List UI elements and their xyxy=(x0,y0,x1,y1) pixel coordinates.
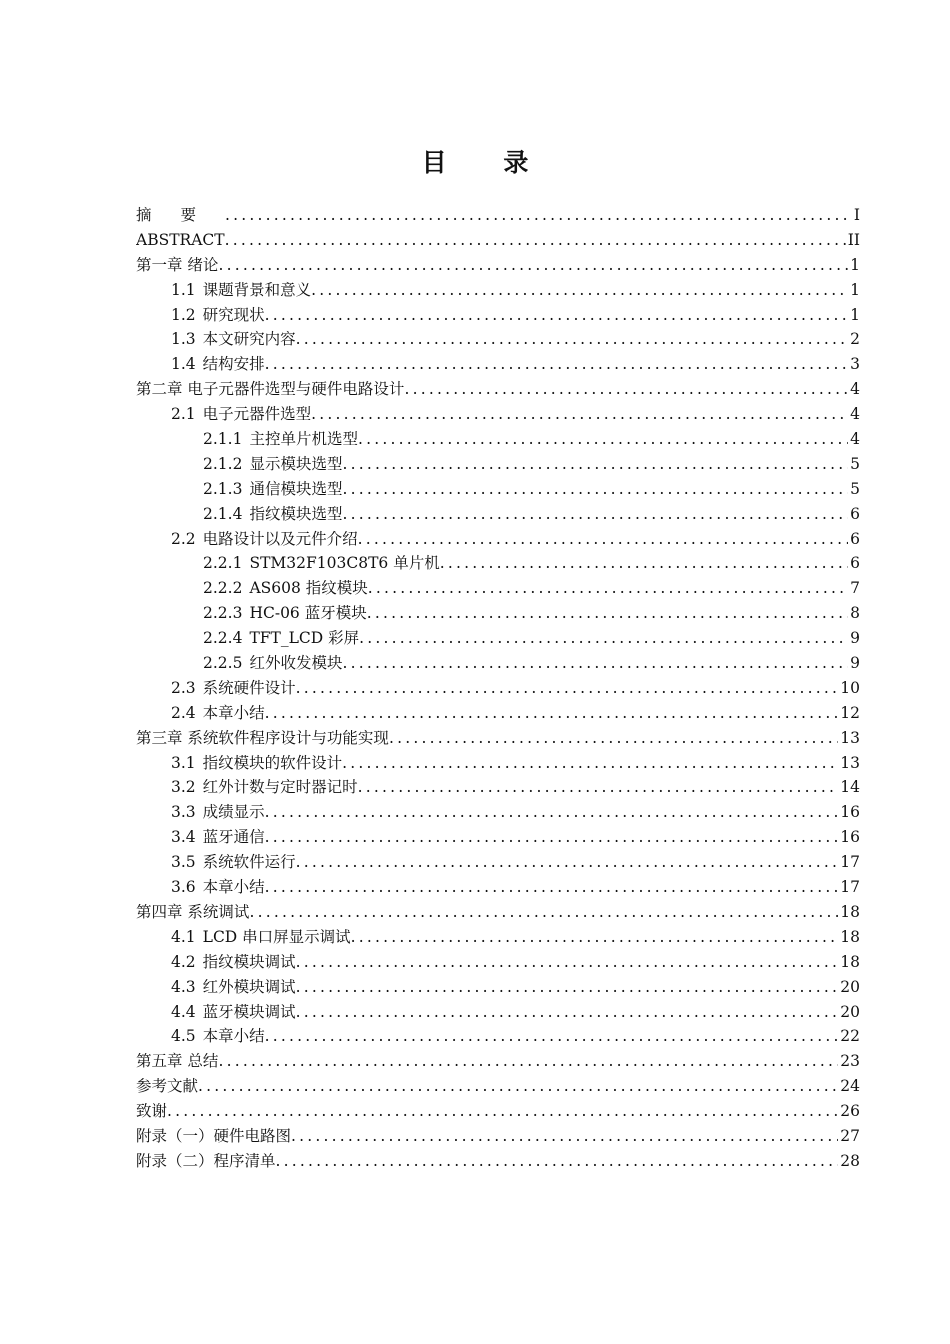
toc-page-number: 8 xyxy=(850,604,860,623)
toc-entry-title: 附录（一）硬件电路图 xyxy=(136,1126,292,1145)
toc-entry-number: 2.1 xyxy=(171,405,196,424)
toc-entry-title: 通信模块选型 xyxy=(249,479,343,498)
toc-leader-dots xyxy=(218,1049,838,1074)
toc-page-number: 1 xyxy=(850,255,860,274)
toc-entry-number: 2.2 xyxy=(171,529,196,548)
toc-entry-title: ABSTRACT xyxy=(136,230,225,249)
toc-entry-label xyxy=(136,228,225,253)
toc-page-number: 5 xyxy=(850,479,860,498)
toc-entry-number: 2.1.2 xyxy=(203,454,243,473)
toc-entry[interactable] xyxy=(136,875,860,900)
toc-entry-label xyxy=(203,502,342,527)
toc-leader-dots xyxy=(342,477,848,502)
toc-entry-label xyxy=(203,452,342,477)
toc-leader-dots xyxy=(218,253,848,278)
toc-leader-dots xyxy=(265,1024,839,1049)
toc-leader-dots xyxy=(249,900,838,925)
toc-page-number: 14 xyxy=(840,778,860,797)
toc-entry[interactable] xyxy=(136,502,860,527)
toc-entry[interactable] xyxy=(136,676,860,701)
toc-page-number: 27 xyxy=(840,1126,860,1145)
toc-entry[interactable] xyxy=(136,377,860,402)
toc-entry-title: AS608 指纹模块 xyxy=(249,579,368,598)
toc-leader-dots xyxy=(342,452,848,477)
toc-entry[interactable] xyxy=(136,576,860,601)
toc-entry-title: 电子元器件选型 xyxy=(202,405,312,424)
toc-entry-title: 蓝牙通信 xyxy=(202,828,265,847)
toc-entry[interactable] xyxy=(136,228,860,253)
toc-leader-dots xyxy=(296,975,839,1000)
toc-entry-title: 红外模块调试 xyxy=(202,977,296,996)
toc-leader-dots xyxy=(351,925,839,950)
toc-page-number: 18 xyxy=(840,952,860,971)
toc-entry-title: 主控单片机选型 xyxy=(249,430,358,449)
toc-entry-title: STM32F103C8T6 单片机 xyxy=(249,554,440,573)
toc-leader-dots xyxy=(296,850,839,875)
toc-page-number: 6 xyxy=(850,529,860,548)
toc-page-number: 4 xyxy=(850,405,860,424)
toc-entry-title: 致谢 xyxy=(136,1102,168,1121)
toc-entry-number: 4.1 xyxy=(171,927,196,946)
toc-entry-title: 指纹模块的软件设计 xyxy=(202,753,343,772)
toc-leader-dots xyxy=(265,875,839,900)
toc-entry-label xyxy=(171,975,296,1000)
toc-entry-label xyxy=(203,651,342,676)
toc-leader-dots xyxy=(404,377,848,402)
toc-entry-number: 4.3 xyxy=(171,977,196,996)
toc-entry-title: 摘要 xyxy=(136,206,226,224)
toc-entry-number: 2.1.3 xyxy=(203,479,243,498)
toc-entry-number: 1.4 xyxy=(171,355,196,374)
toc-entry-label xyxy=(171,875,265,900)
toc-page-number: 18 xyxy=(840,927,860,946)
toc-leader-dots xyxy=(296,676,839,701)
toc-entry[interactable] xyxy=(136,278,860,303)
toc-page-number: 4 xyxy=(850,430,860,449)
toc-entry[interactable] xyxy=(136,825,860,850)
toc-leader-dots xyxy=(265,800,839,825)
toc-entry-number: 3.2 xyxy=(171,778,196,797)
toc-entry[interactable] xyxy=(136,551,860,576)
toc-entry-label xyxy=(136,1149,276,1174)
toc-leader-dots xyxy=(358,775,839,800)
toc-entry[interactable] xyxy=(136,1049,860,1074)
toc-page-number: 1 xyxy=(850,305,860,324)
toc-entry[interactable] xyxy=(136,775,860,800)
toc-entry[interactable] xyxy=(136,327,860,352)
toc-leader-dots xyxy=(225,203,852,228)
toc-entry-label xyxy=(203,427,358,452)
toc-entry-label xyxy=(171,303,265,328)
toc-entry-number: 2.2.3 xyxy=(203,604,243,623)
toc-entry[interactable] xyxy=(136,203,860,228)
toc-entry[interactable] xyxy=(136,1149,860,1174)
toc-page-number: 16 xyxy=(840,828,860,847)
toc-entry-label xyxy=(136,900,249,925)
toc-entry[interactable] xyxy=(136,452,860,477)
toc-entry-label xyxy=(136,1074,198,1099)
toc-entry-number: 2.1.1 xyxy=(203,430,243,449)
toc-entry[interactable] xyxy=(136,950,860,975)
toc-entry-label xyxy=(171,850,296,875)
toc-entry-title: LCD 串口屏显示调试 xyxy=(202,927,351,946)
toc-entry-number: 2.2.4 xyxy=(203,629,243,648)
toc-entry[interactable] xyxy=(136,427,860,452)
toc-entry-label xyxy=(136,253,218,278)
toc-entry-number: 1.2 xyxy=(171,305,196,324)
toc-entry-title: 第四章 系统调试 xyxy=(136,902,250,921)
toc-entry-title: 本文研究内容 xyxy=(202,330,296,349)
toc-entry-label xyxy=(171,352,265,377)
toc-entry-number: 1.1 xyxy=(171,280,196,299)
toc-entry-number: 2.3 xyxy=(171,678,196,697)
toc-entry-label xyxy=(136,726,389,751)
toc-leader-dots xyxy=(359,626,848,651)
toc-entry[interactable] xyxy=(136,253,860,278)
toc-entry-title: 红外计数与定时器记时 xyxy=(202,778,358,797)
toc-entry-title: 第二章 电子元器件选型与硬件电路设计 xyxy=(136,380,405,399)
toc-leader-dots xyxy=(342,502,848,527)
toc-entry-number: 3.5 xyxy=(171,853,196,872)
toc-page-number: 24 xyxy=(840,1077,860,1096)
toc-entry[interactable] xyxy=(136,402,860,427)
toc-leader-dots xyxy=(296,950,839,975)
toc-entry-title: 结构安排 xyxy=(202,355,265,374)
toc-entry-title: 第五章 总结 xyxy=(136,1052,219,1071)
toc-page-number: 3 xyxy=(850,355,860,374)
toc-entry[interactable] xyxy=(136,925,860,950)
toc-entry[interactable] xyxy=(136,726,860,751)
toc-entry-label xyxy=(171,925,351,950)
toc-entry[interactable] xyxy=(136,900,860,925)
toc-leader-dots xyxy=(311,278,848,303)
toc-entry-title: 本章小结 xyxy=(202,703,265,722)
toc-entry[interactable] xyxy=(136,601,860,626)
toc-entry-number: 3.4 xyxy=(171,828,196,847)
toc-leader-dots xyxy=(367,601,848,626)
toc-entry-number: 3.6 xyxy=(171,878,196,897)
toc-entry-number: 2.2.5 xyxy=(203,654,243,673)
toc-entry-title: 蓝牙模块调试 xyxy=(202,1002,296,1021)
toc-entry[interactable] xyxy=(136,303,860,328)
toc-leader-dots xyxy=(296,1000,839,1025)
toc-entry-label xyxy=(171,950,296,975)
page-title: 目 录 xyxy=(421,148,553,177)
toc-page-number: 17 xyxy=(840,853,860,872)
toc-entry-number: 2.2.1 xyxy=(203,554,243,573)
toc-page-number: 2 xyxy=(850,330,860,349)
toc-entry[interactable] xyxy=(136,626,860,651)
toc-leader-dots xyxy=(265,303,848,328)
toc-entry[interactable] xyxy=(136,1000,860,1025)
toc-entry-title: 指纹模块调试 xyxy=(202,952,296,971)
toc-entry-label xyxy=(171,1024,265,1049)
toc-leader-dots xyxy=(296,327,848,352)
toc-entry-title: 系统硬件设计 xyxy=(202,678,296,697)
toc-page-number: 12 xyxy=(840,703,860,722)
toc-page-number: 16 xyxy=(840,803,860,822)
toc-entry[interactable] xyxy=(136,352,860,377)
toc-entry[interactable] xyxy=(136,1074,860,1099)
toc-page-number: II xyxy=(847,230,860,249)
toc-entry-title: 第一章 绪论 xyxy=(136,255,219,274)
toc-leader-dots xyxy=(358,427,848,452)
toc-entry-number: 4.4 xyxy=(171,1002,196,1021)
toc-entry-label xyxy=(171,278,311,303)
toc-leader-dots xyxy=(265,701,839,726)
toc-page-number: 13 xyxy=(840,728,860,747)
toc-entry-label xyxy=(136,377,404,402)
toc-page-number: I xyxy=(853,206,860,224)
toc-entry-number: 3.1 xyxy=(171,753,196,772)
toc-page-number: 17 xyxy=(840,878,860,897)
toc-leader-dots xyxy=(368,576,848,601)
toc-leader-dots xyxy=(265,352,848,377)
toc-page-number: 6 xyxy=(850,504,860,523)
toc-entry[interactable] xyxy=(136,975,860,1000)
toc-entry-number: 2.4 xyxy=(171,703,196,722)
toc-leader-dots xyxy=(291,1124,838,1149)
toc-page-number: 9 xyxy=(850,654,860,673)
toc-leader-dots xyxy=(198,1074,838,1099)
toc-page-number: 22 xyxy=(840,1027,860,1046)
toc-entry-label xyxy=(171,327,296,352)
toc-entry-title: TFT_LCD 彩屏 xyxy=(249,629,360,648)
toc-page-number: 1 xyxy=(850,280,860,299)
toc-page-number: 26 xyxy=(840,1102,860,1121)
toc-entry-title: 附录（二）程序清单 xyxy=(136,1151,276,1170)
toc-entry-label xyxy=(136,1124,291,1149)
toc-entry[interactable] xyxy=(136,850,860,875)
toc-entry[interactable] xyxy=(136,651,860,676)
toc-page-number: 13 xyxy=(840,753,860,772)
toc-entry-title: 电路设计以及元件介绍 xyxy=(202,529,358,548)
toc-leader-dots xyxy=(440,551,848,576)
toc-leader-dots xyxy=(276,1149,839,1174)
toc-leader-dots xyxy=(389,726,838,751)
toc-entry-title: 研究现状 xyxy=(202,305,265,324)
toc-entry[interactable] xyxy=(136,477,860,502)
toc-entry-label xyxy=(171,527,358,552)
toc-entry-label xyxy=(203,477,342,502)
toc-entry-title: HC-06 蓝牙模块 xyxy=(249,604,367,623)
toc-entry-title: 红外收发模块 xyxy=(249,654,343,673)
toc-entry-label xyxy=(171,701,265,726)
toc-page-number: 28 xyxy=(840,1151,860,1170)
toc-entry-number: 4.2 xyxy=(171,952,196,971)
toc-entry[interactable] xyxy=(136,1024,860,1049)
toc-page-number: 18 xyxy=(840,902,860,921)
toc-entry-title: 本章小结 xyxy=(202,1027,265,1046)
toc-entry-title: 本章小结 xyxy=(202,878,265,897)
toc-entry[interactable] xyxy=(136,751,860,776)
toc-entry-label xyxy=(171,825,265,850)
toc-entry-label xyxy=(171,751,342,776)
toc-entry-title: 指纹模块选型 xyxy=(249,504,343,523)
toc-entry-number: 1.3 xyxy=(171,330,196,349)
toc-page-number: 10 xyxy=(840,678,860,697)
toc-entry-label xyxy=(171,1000,296,1025)
toc-entry-title: 第三章 系统软件程序设计与功能实现 xyxy=(136,728,389,747)
toc-entry-number: 2.1.4 xyxy=(203,504,243,523)
toc-entry[interactable] xyxy=(136,701,860,726)
toc-entry[interactable] xyxy=(136,1099,860,1124)
toc-entry-label xyxy=(136,1049,218,1074)
toc-page-number: 7 xyxy=(850,579,860,598)
toc-entry[interactable] xyxy=(136,800,860,825)
toc-entry-title: 课题背景和意义 xyxy=(202,280,312,299)
toc-entry-label xyxy=(171,402,311,427)
toc-entry-title: 参考文献 xyxy=(136,1077,199,1096)
toc-page-number: 23 xyxy=(840,1052,860,1071)
toc-page-number: 20 xyxy=(840,1002,860,1021)
toc-entry-label xyxy=(203,551,440,576)
toc-entry-label xyxy=(136,203,225,228)
toc-entry[interactable] xyxy=(136,527,860,552)
toc-leader-dots xyxy=(311,402,848,427)
toc-page-number: 4 xyxy=(850,380,860,399)
toc-entry-number: 4.5 xyxy=(171,1027,196,1046)
toc-entry-number: 3.3 xyxy=(171,803,196,822)
table-of-contents xyxy=(136,203,860,1174)
toc-leader-dots xyxy=(358,527,848,552)
toc-entry-title: 成绩显示 xyxy=(202,803,265,822)
toc-entry-number: 2.2.2 xyxy=(203,579,243,598)
toc-entry-label xyxy=(203,626,359,651)
toc-leader-dots xyxy=(265,825,839,850)
toc-entry-label xyxy=(203,601,367,626)
toc-page-number: 5 xyxy=(850,454,860,473)
toc-entry-label xyxy=(171,775,358,800)
toc-leader-dots xyxy=(225,228,846,253)
toc-entry-title: 显示模块选型 xyxy=(249,454,343,473)
toc-leader-dots xyxy=(167,1099,838,1124)
toc-leader-dots xyxy=(342,751,838,776)
toc-entry-title: 系统软件运行 xyxy=(202,853,296,872)
toc-entry-label xyxy=(171,676,296,701)
toc-entry-label xyxy=(203,576,368,601)
toc-entry-label xyxy=(136,1099,167,1124)
toc-page-number: 6 xyxy=(850,554,860,573)
toc-entry-label xyxy=(171,800,265,825)
toc-entry[interactable] xyxy=(136,1124,860,1149)
toc-page-number: 9 xyxy=(850,629,860,648)
toc-page-number: 20 xyxy=(840,977,860,996)
toc-leader-dots xyxy=(342,651,848,676)
